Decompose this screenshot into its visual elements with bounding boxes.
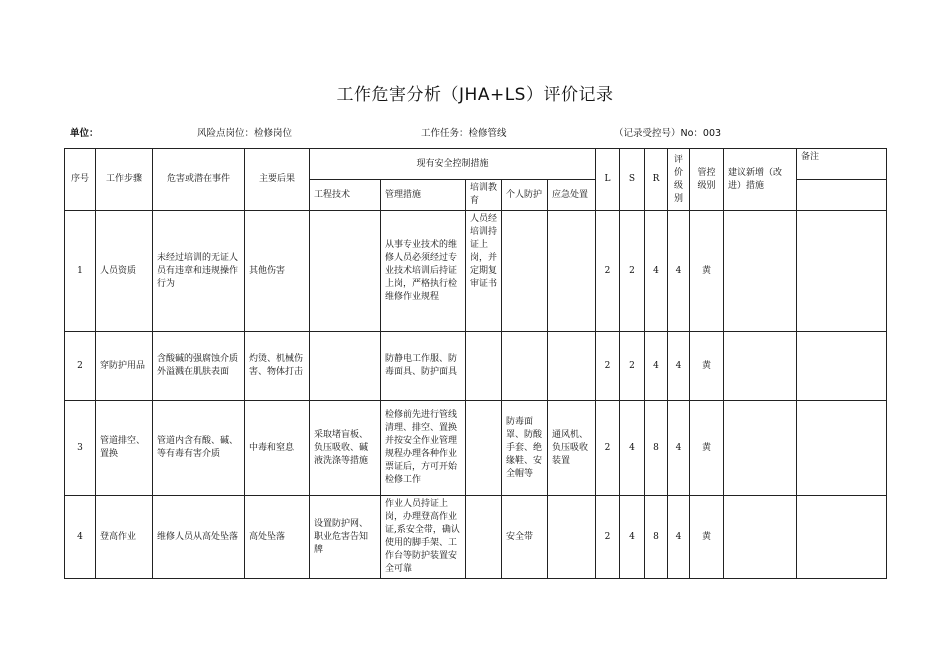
cell-engineering: 设置防护网、职业危害告知牌 [310,496,381,579]
cell-suggested-measures [724,332,797,401]
cell-suggested-measures [724,496,797,579]
header-suggested-measures: 建议新增（改进）措施 [724,149,797,211]
cell-management: 作业人员持证上岗，办理登高作业证,系安全带，确认使用的脚手架、工作台等防护装置安全可靠 [381,496,466,579]
cell-ppe: 安全带 [502,496,548,579]
work-task: 工作任务：检修管线 [421,128,507,139]
cell-engineering [310,211,381,332]
header-hazard: 危害或潜在事件 [153,149,245,211]
cell-ppe [502,332,548,401]
document-title: 工作危害分析（JHA+LS）评价记录 [336,85,614,105]
cell-step: 人员资质 [96,211,153,332]
header-evaluation-level: 评价级别 [668,149,690,211]
record-number: （记录受控号）No：003 [614,128,722,139]
cell-consequence: 其他伤害 [245,211,310,332]
cell-engineering: 采取堵盲板、负压吸收、碱液洗涤等措施 [310,401,381,496]
cell-control-level: 黄 [690,211,724,332]
cell-training: 人员经培训持证上岗，并定期复审证书 [466,211,502,332]
header-step: 工作步骤 [96,149,153,211]
header-controls-group: 现有安全控制措施 [310,149,596,180]
cell-ppe [502,211,548,332]
cell-r: 8 [645,496,668,579]
cell-hazard: 未经过培训的无证人员有违章和违规操作行为 [153,211,245,332]
table-row [65,211,887,332]
cell-r: 8 [645,401,668,496]
header-remarks: 备注 [797,149,887,180]
header-consequence: 主要后果 [245,149,310,211]
table-row [65,496,887,579]
cell-l: 2 [596,401,620,496]
cell-management: 检修前先进行管线清理、排空、置换并按安全作业管理规程办理各种作业票证后，方可开始检修工作 [381,401,466,496]
cell-r: 4 [645,332,668,401]
cell-level: 4 [668,496,690,579]
cell-hazard: 管道内含有酸、碱、等有毒有害介质 [153,401,245,496]
header-l: L [596,149,620,211]
cell-consequence: 高处坠落 [245,496,310,579]
header-engineering: 工程技术 [310,180,381,211]
cell-s: 4 [620,496,645,579]
cell-engineering [310,332,381,401]
cell-emergency: 通风机、负压吸收装置 [548,401,596,496]
header-seq: 序号 [65,149,96,211]
cell-training [466,401,502,496]
jha-table [64,148,887,579]
cell-ppe: 防毒面罩、防酸手套、绝缘鞋、安全帽等 [502,401,548,496]
table-row [65,401,887,496]
cell-hazard: 含酸碱的强腐蚀介质外溢溅在肌肤表面 [153,332,245,401]
cell-l: 2 [596,211,620,332]
cell-control-level: 黄 [690,496,724,579]
cell-l: 2 [596,496,620,579]
cell-s: 2 [620,211,645,332]
cell-emergency [548,332,596,401]
cell-remarks [797,401,887,496]
cell-control-level: 黄 [690,332,724,401]
cell-training [466,496,502,579]
cell-seq: 2 [65,332,96,401]
risk-post: 风险点岗位：检修岗位 [197,128,293,139]
header-training: 培训教育 [466,180,502,211]
cell-l: 2 [596,332,620,401]
cell-s: 4 [620,401,645,496]
cell-emergency [548,211,596,332]
cell-level: 4 [668,401,690,496]
header-emergency: 应急处置 [548,180,596,211]
cell-level: 4 [668,332,690,401]
cell-step: 登高作业 [96,496,153,579]
cell-seq: 1 [65,211,96,332]
header-ppe: 个人防护 [502,180,548,211]
cell-s: 2 [620,332,645,401]
cell-training [466,332,502,401]
cell-control-level: 黄 [690,401,724,496]
cell-level: 4 [668,211,690,332]
cell-remarks [797,496,887,579]
cell-step: 管道排空、置换 [96,401,153,496]
cell-consequence: 中毒和窒息 [245,401,310,496]
cell-remarks [797,211,887,332]
cell-consequence: 灼烫、机械伤害、物体打击 [245,332,310,401]
cell-suggested-measures [724,211,797,332]
header-r: R [645,149,668,211]
header-s: S [620,149,645,211]
cell-r: 4 [645,211,668,332]
cell-step: 穿防护用品 [96,332,153,401]
table-row [65,332,887,401]
header-control-level: 管控级别 [690,149,724,211]
cell-hazard: 维修人员从高处坠落 [153,496,245,579]
cell-remarks [797,332,887,401]
unit-label: 单位： [70,128,99,139]
cell-suggested-measures [724,401,797,496]
header-remarks-blank [797,180,887,211]
cell-seq: 3 [65,401,96,496]
header-management: 管理措施 [381,180,466,211]
cell-emergency [548,496,596,579]
cell-seq: 4 [65,496,96,579]
cell-management: 从事专业技术的维修人员必须经过专业技术培训后持证上岗，严格执行检维修作业规程 [381,211,466,332]
cell-management: 防静电工作服、防毒面具、防护面具 [381,332,466,401]
